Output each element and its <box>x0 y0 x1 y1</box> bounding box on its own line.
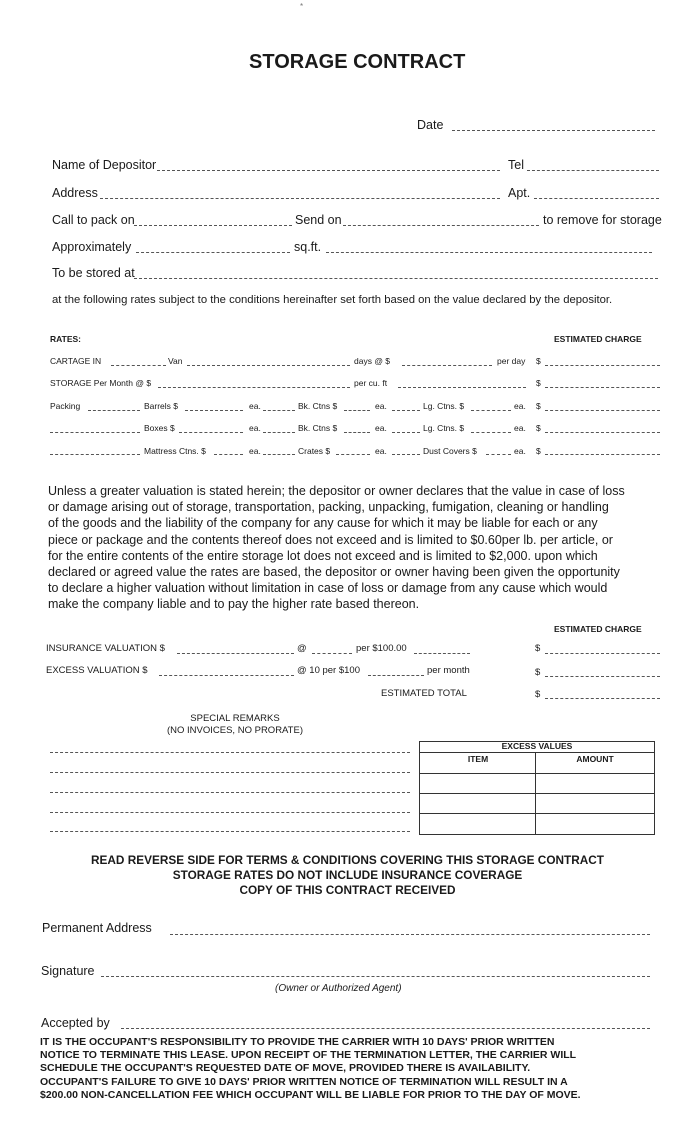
cartage-in-label: CARTAGE IN <box>50 356 102 366</box>
van-field[interactable] <box>187 365 350 366</box>
table-row[interactable] <box>420 793 654 794</box>
storage-per-month-label: STORAGE Per Month @ $ <box>50 378 152 388</box>
insurance-valuation-label: INSURANCE VALUATION $ <box>46 643 165 654</box>
stored-at-field[interactable] <box>134 278 658 279</box>
remove-for-storage-label: to remove for storage <box>543 213 662 227</box>
dust-covers-label: Dust Covers $ <box>423 446 477 456</box>
barrels-ea-label: ea. <box>249 401 261 411</box>
top-mark: * <box>300 2 304 11</box>
lg-ctns-ea-label: ea. <box>514 401 526 411</box>
barrels-field[interactable] <box>185 410 243 411</box>
occupant-notice-line: IT IS THE OCCUPANT'S RESPONSIBILITY TO PROVIDE THE CARRIER WITH 10 DAYS' PRIOR WRITTEN <box>40 1036 555 1048</box>
valuation-line: piece or package and the contents thereof does not exceed and is limited to $0.60per lb. per article, or <box>48 532 613 547</box>
bk-ctns-field[interactable] <box>344 410 370 411</box>
cartage-in-field[interactable] <box>111 365 166 366</box>
special-remarks-subheading: (NO INVOICES, NO PRORATE) <box>166 725 303 736</box>
approximately-field[interactable] <box>136 252 290 253</box>
address-field[interactable] <box>100 198 500 199</box>
insurance-dollar: $ <box>535 643 541 654</box>
crates-ea-label: ea. <box>375 446 387 456</box>
mattress-label: Mattress Ctns. $ <box>144 446 206 456</box>
excess-dollar: $ <box>535 667 541 678</box>
estimated-total-field[interactable] <box>545 698 660 699</box>
address-label: Address <box>52 186 98 200</box>
insurance-rate-field[interactable] <box>312 653 352 654</box>
lg-ctns-2-field[interactable] <box>471 432 511 433</box>
mattress-dollar: $ <box>536 446 541 456</box>
bk-ctns-2-ea-field[interactable] <box>392 432 420 433</box>
valuation-line: to declare a higher valuation without limitation in case of loss or damage from any cause which would <box>48 581 608 596</box>
packing-charge-field[interactable] <box>545 410 660 411</box>
valuation-line: for the entire contents of the entire storage lot does not exceed and is limited to $2,000. upon which <box>48 548 598 563</box>
apt-field[interactable] <box>534 198 659 199</box>
special-remarks-heading: SPECIAL REMARKS <box>190 713 280 724</box>
storage-rate-field[interactable] <box>158 387 350 388</box>
rates-estimated-charge: ESTIMATED CHARGE <box>554 334 642 344</box>
storage-charge-field[interactable] <box>545 387 660 388</box>
excess-charge-field[interactable] <box>545 676 660 677</box>
send-on-field[interactable] <box>343 225 539 226</box>
mattress-charge-field[interactable] <box>545 454 660 455</box>
sqft-field[interactable] <box>326 252 652 253</box>
signature-label: Signature <box>41 964 95 978</box>
crates-ea-field[interactable] <box>392 454 420 455</box>
occupant-notice-line: NOTICE TO TERMINATE THIS LEASE. UPON RECEIPT OF THE TERMINATION LETTER, THE CARRIER WILL <box>40 1049 577 1062</box>
rates-heading: RATES: <box>50 334 82 344</box>
signature-field[interactable] <box>101 976 650 977</box>
packing-field[interactable] <box>88 410 140 411</box>
packing-label: Packing <box>50 401 81 411</box>
insurance-charge-field[interactable] <box>545 653 660 654</box>
remarks-line[interactable] <box>50 752 410 753</box>
occupant-notice-line: SCHEDULE THE OCCUPANT'S REQUESTED DATE OF MOVE, PROVIDED THERE IS AVAILABILITY. <box>40 1062 531 1075</box>
crates-label: Crates $ <box>298 446 331 456</box>
apt-label: Apt. <box>508 186 531 200</box>
sqft-label: sq.ft. <box>294 240 322 254</box>
name-of-depositor-label: Name of Depositor <box>52 158 157 172</box>
total-dollar: $ <box>535 689 541 700</box>
table-row[interactable] <box>420 773 654 774</box>
remarks-line[interactable] <box>50 812 410 813</box>
bk-ctns-label: Bk. Ctns $ <box>298 401 338 411</box>
bk-ctns-2-label: Bk. Ctns $ <box>298 423 338 433</box>
occupant-notice <box>40 1036 652 1102</box>
excess-values-title: EXCESS VALUES <box>501 741 573 751</box>
dust-covers-field[interactable] <box>486 454 511 455</box>
table-row[interactable] <box>420 813 654 814</box>
notice-read-reverse: READ REVERSE SIDE FOR TERMS & CONDITIONS COVERING THIS STORAGE CONTRACT <box>91 853 604 867</box>
notice-no-insurance: STORAGE RATES DO NOT INCLUDE INSURANCE COVERAGE <box>172 868 523 882</box>
estimated-total-label: ESTIMATED TOTAL <box>381 688 467 699</box>
boxes-ea-label: ea. <box>249 423 261 433</box>
item-column-header: ITEM <box>467 754 489 764</box>
valuation-paragraph <box>48 483 664 613</box>
barrels-ea-field[interactable] <box>263 410 295 411</box>
valuation-line: Unless a greater valuation is stated herein; the depositor or owner declares that the value in case of loss <box>48 484 625 498</box>
bk-ctns-ea-field[interactable] <box>392 410 420 411</box>
at-10-per-100-label: @ 10 per $100 <box>297 665 360 676</box>
barrels-label: Barrels $ <box>144 401 179 411</box>
tel-label: Tel <box>508 158 524 172</box>
valuation-line: of the goods and the liability of the company for any cause for which it may be liable for each or any <box>48 516 598 531</box>
call-to-pack-label: Call to pack on <box>52 213 135 227</box>
notice-copy-received: COPY OF THIS CONTRACT RECEIVED <box>239 883 456 897</box>
occupant-notice-line: $200.00 NON-CANCELLATION FEE WHICH OCCUPANT WILL BE LIABLE FOR PRIOR TO THE DAY OF MOVE. <box>40 1088 581 1101</box>
permanent-address-label: Permanent Address <box>42 921 152 935</box>
crates-field[interactable] <box>336 454 370 455</box>
boxes-dollar: $ <box>536 423 541 433</box>
mattress-left-field[interactable] <box>50 454 140 455</box>
lg-ctns-2-ea-label: ea. <box>514 423 526 433</box>
days-at-label: days @ $ <box>354 356 391 366</box>
boxes-charge-field[interactable] <box>545 432 660 433</box>
remarks-line[interactable] <box>50 792 410 793</box>
storage-dollar: $ <box>536 378 541 388</box>
excess-valuation-label: EXCESS VALUATION $ <box>46 665 148 676</box>
boxes-ea-field[interactable] <box>263 432 295 433</box>
excess-rate-field[interactable] <box>368 675 424 676</box>
tel-field[interactable] <box>527 170 659 171</box>
van-label: Van <box>168 356 183 366</box>
table-divider <box>420 752 654 753</box>
stored-at-label: To be stored at <box>52 266 135 280</box>
lg-ctns-2-label: Lg. Ctns. $ <box>423 423 465 433</box>
packing-dollar: $ <box>536 401 541 411</box>
dust-covers-ea-label: ea. <box>514 446 526 456</box>
valuation-line: or damage arising out of storage, transportation, packing, unpacking, fumigation, cleaning or handling <box>48 500 609 515</box>
accepted-by-label: Accepted by <box>41 1016 110 1030</box>
amount-column-header: AMOUNT <box>576 754 614 764</box>
page-title: STORAGE CONTRACT <box>249 51 466 73</box>
per-cu-ft-label: per cu. ft <box>354 378 388 388</box>
remarks-line[interactable] <box>50 772 410 773</box>
excess-values-table <box>419 741 655 835</box>
mattress-ea-label: ea. <box>249 446 261 456</box>
occupant-notice-line: OCCUPANT'S FAILURE TO GIVE 10 DAYS' PRIOR WRITTEN NOTICE OF TERMINATION WILL RESULT IN A <box>40 1075 568 1088</box>
name-of-depositor-field[interactable] <box>157 170 500 171</box>
boxes-label: Boxes $ <box>144 423 175 433</box>
boxes-field[interactable] <box>179 432 243 433</box>
bk-ctns-ea-label: ea. <box>375 401 387 411</box>
valuation-line: make the company liable and to pay the higher rate based thereon. <box>48 597 420 612</box>
bk-ctns-2-field[interactable] <box>344 432 370 433</box>
remarks-line[interactable] <box>50 831 410 832</box>
per-day-label: per day <box>497 356 526 366</box>
owner-agent-caption: (Owner or Authorized Agent) <box>275 983 402 994</box>
per-100-field[interactable] <box>414 653 470 654</box>
mattress-field[interactable] <box>214 454 243 455</box>
bk-ctns-2-ea-label: ea. <box>375 423 387 433</box>
mattress-ea-field[interactable] <box>263 454 295 455</box>
date-label: Date <box>417 118 444 132</box>
insurance-at-label: @ <box>297 643 307 654</box>
accepted-by-field[interactable] <box>121 1028 650 1029</box>
lg-ctns-label: Lg. Ctns. $ <box>423 401 465 411</box>
per-100-label: per $100.00 <box>356 643 407 654</box>
excess-valuation-field[interactable] <box>159 675 294 676</box>
insurance-valuation-field[interactable] <box>177 653 294 654</box>
permanent-address-field[interactable] <box>170 934 650 935</box>
boxes-left-field[interactable] <box>50 432 140 433</box>
days-rate-field[interactable] <box>402 365 492 366</box>
lg-ctns-field[interactable] <box>471 410 511 411</box>
valuation-line: declared or agreed value the rates are based, the depositor or owner having been given the opportunity <box>48 565 620 580</box>
date-field[interactable] <box>452 130 655 131</box>
rates-sentence: at the following rates subject to the conditions hereinafter set forth based on the value declared by the depositor. <box>52 294 613 306</box>
approximately-label: Approximately <box>52 240 132 254</box>
per-month-label: per month <box>427 665 470 676</box>
call-to-pack-field[interactable] <box>134 225 292 226</box>
per-cu-ft-field[interactable] <box>398 387 526 388</box>
cartage-charge-field[interactable] <box>545 365 660 366</box>
cartage-dollar: $ <box>536 356 541 366</box>
insurance-estimated-charge: ESTIMATED CHARGE <box>554 624 642 634</box>
send-on-label: Send on <box>295 213 342 227</box>
